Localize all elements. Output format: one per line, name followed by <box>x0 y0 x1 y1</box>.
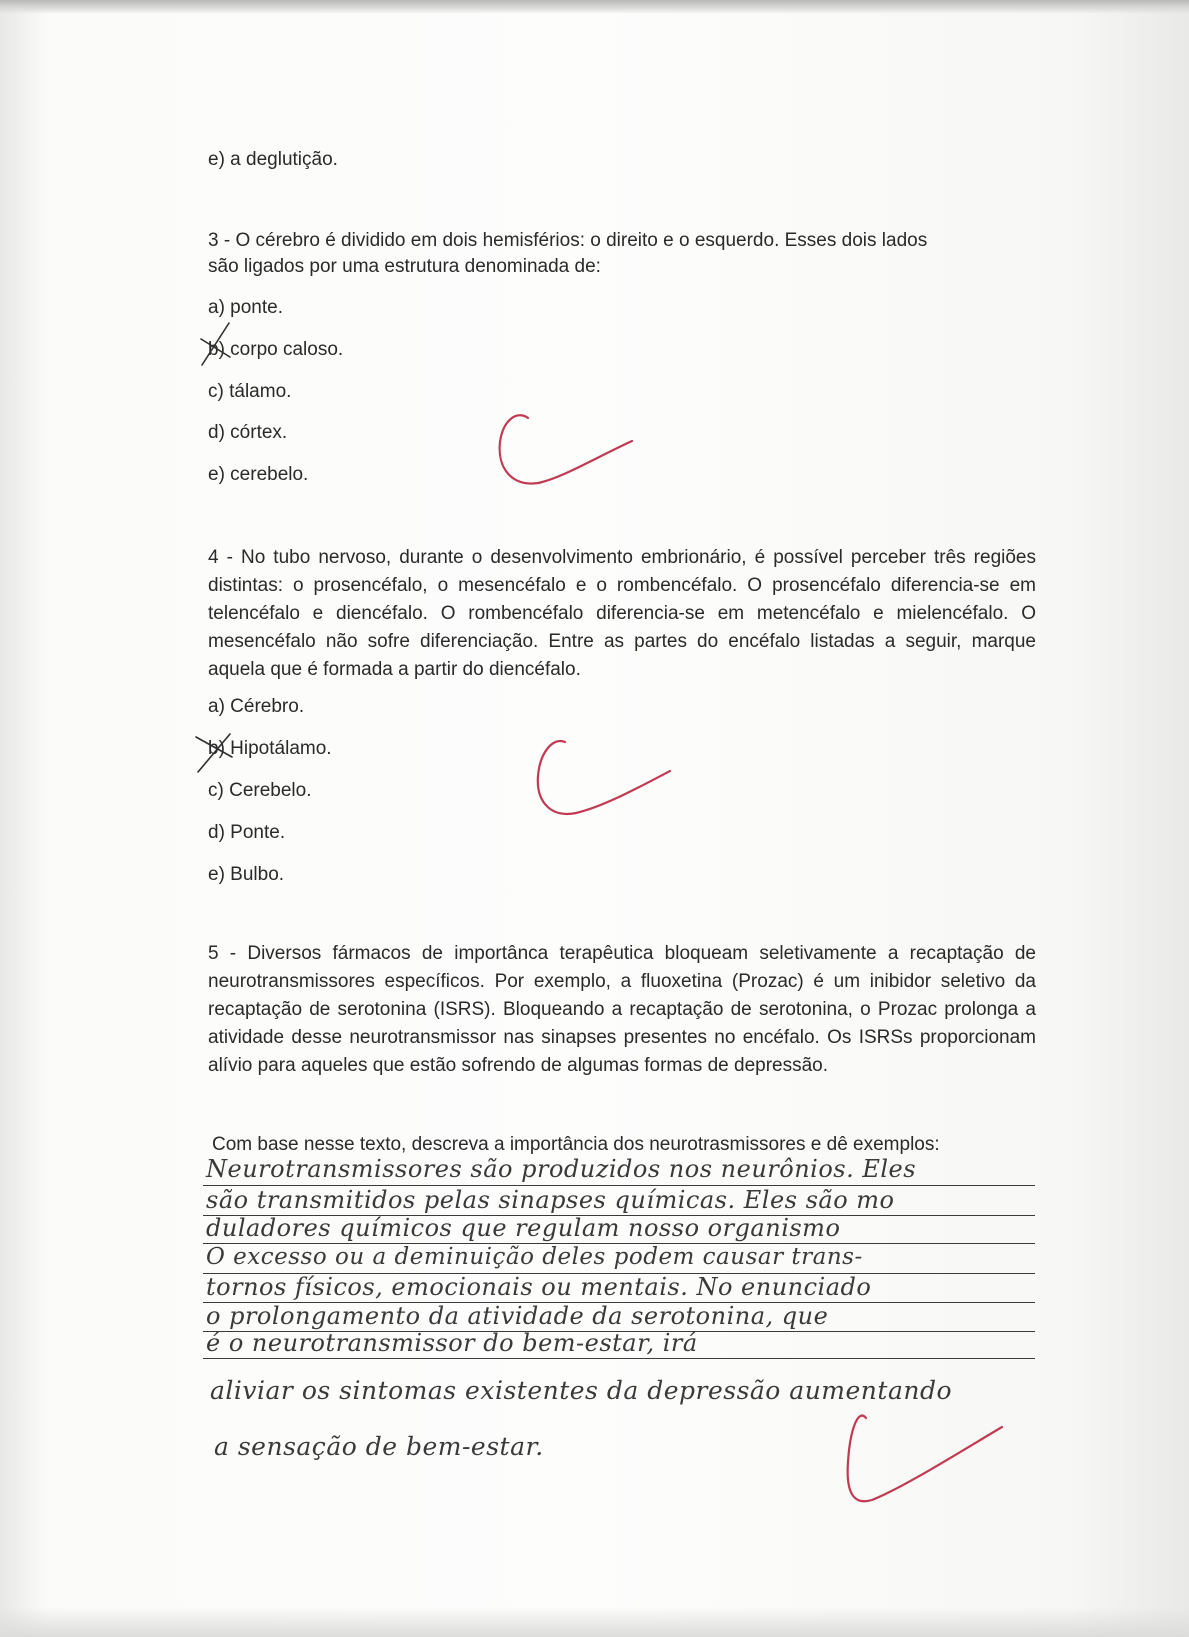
q4-option-c: c) Cerebelo. <box>208 780 312 801</box>
q3-stem-line1: 3 - O cérebro é dividido em dois hemisférios: o direito e o esquerdo. Esses dois lados <box>208 230 928 251</box>
q3-option-c: c) tálamo. <box>208 381 292 402</box>
q5-stem: 5 - Diversos fármacos de importânca terapêutica bloqueam seletivamente a recaptação de neurotransmissores específicos. Por exemplo, a fluoxetina (Prozac) é um inibidor seletivo da recaptação de serotonina (ISRS). Bloqueando a recaptação de serotonina, o Prozac prolonga a atividade desse neurotransmissor nas sinapses presentes no encéfalo. Os ISRSs proporcionam alívio para aqueles que estão sofrendo de algumas formas de depressão. <box>208 943 1036 1076</box>
answer-line: é o neurotransmissor do bem-estar, irá <box>206 1329 698 1357</box>
correct-check-q3 <box>500 415 632 483</box>
x-mark-q3-b <box>201 323 230 365</box>
q3-stem-line2: são ligados por uma estrutura denominada de: <box>208 256 601 277</box>
answer-line: o prolongamento da atividade da serotonina, que <box>206 1302 829 1330</box>
answer-line: Neurotransmissores são produzidos nos neurônios. Eles <box>206 1155 917 1183</box>
answer-line: duladores químicos que regulam nosso organismo <box>206 1214 841 1242</box>
answer-line: aliviar os sintomas existentes da depressão aumentando <box>210 1376 953 1405</box>
answer-line: tornos físicos, emocionais ou mentais. No enunciado <box>206 1273 872 1301</box>
q3-option-b: b) corpo caloso. <box>208 339 344 360</box>
q3-option-a: a) ponte. <box>208 297 283 318</box>
q4-option-b: b) Hipotálamo. <box>208 738 332 759</box>
q4-stem: 4 - No tubo nervoso, durante o desenvolvimento embrionário, é possível perceber três regiões distintas: o prosencéfalo, o mesencéfalo e o rombencéfalo. O prosencéfalo diferencia-se em telencéfalo e diencéfalo. O rombencéfalo diferencia-se em metencéfalo e mielencéfalo. O mesencéfalo não sofre diferenciação. Entre as partes do encéfalo listadas a seguir, marque aquela que é formada a partir do diencéfalo. <box>208 547 1036 680</box>
x-mark-q4-b <box>196 734 232 772</box>
q4-option-e: e) Bulbo. <box>208 864 285 885</box>
q3-option-d: d) córtex. <box>208 422 288 443</box>
answer-line: a sensação de bem-estar. <box>214 1432 544 1461</box>
q4-option-d: d) Ponte. <box>208 822 286 843</box>
correct-check-q4 <box>538 741 670 814</box>
q4-option-a: a) Cérebro. <box>208 696 305 717</box>
answer-line: são transmitidos pelas sinapses químicas. Eles são mo <box>206 1186 895 1214</box>
answer-line: O excesso ou a deminuição deles podem causar trans- <box>206 1244 863 1270</box>
q5-prompt: Com base nesse texto, descreva a importância dos neurotrasmissores e dê exemplos: <box>212 1134 940 1155</box>
q3-option-e: e) cerebelo. <box>208 464 309 485</box>
q2-option-e: e) a deglutição. <box>208 149 338 170</box>
correct-check-q5 <box>848 1416 1002 1502</box>
